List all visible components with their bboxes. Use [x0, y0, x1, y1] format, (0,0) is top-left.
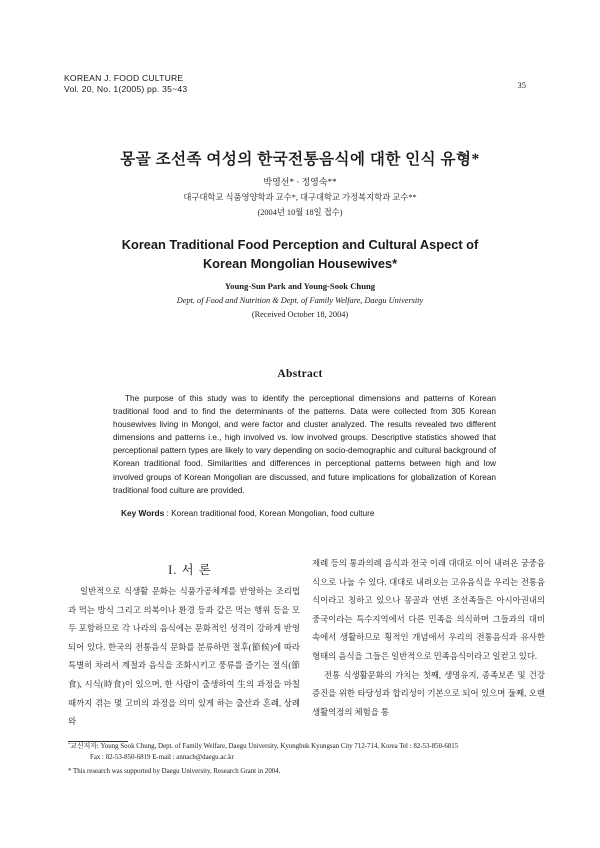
english-title-line1: Korean Traditional Food Perception and Cultural Aspect of [121, 237, 479, 252]
abstract-heading: Abstract [277, 368, 323, 380]
journal-header [64, 73, 187, 95]
section-title: I. 서 론 [168, 563, 212, 577]
footnote-corresponding: ˆ교신저자: Young Sook Chung, Dept. of Family Welfare, Daegu University, Kyungbuk Kyungsan City 712-714, Korea Tel : 82-53-850-6815 [68, 743, 459, 750]
korean-received-date: (2004년 10월 18일 접수) [257, 208, 343, 217]
keywords-list: : Korean traditional food, Korean Mongolian, food culture [164, 508, 375, 518]
body-column-right [312, 555, 545, 722]
english-authors: Young-Sun Park and Young-Sook Chung [224, 281, 376, 291]
korean-authors: 박영선* · 정영숙** [263, 177, 337, 187]
english-received-date: (Received October 18, 2004) [251, 310, 349, 319]
body-paragraph: 일반적으로 식생활 문화는 식품가공체계를 반영하는 조리법과 먹는 방식 그리고 의복이나 환경 등과 같은 먹는 행위 등을 모두 포함하므로 각 나라의 음식에는 문화적인 성격이 강하게 반영되어 있다. 한국의 전통음식 문화를 분류하면 절후(節候)에 따라 특별히 차려서 계절과 음식을 조화시키고 풍류를 즐기는 절식(節食), 시식(時食)이 있으며, 한 사람이 출생하여 生의 과정을 마칠 때까지 겪는 몇 고비의 과정을 의미 있게 하는 출산과 혼례, 상례와 [68, 587, 300, 727]
korean-affiliation: 대구대학교 식품영양학과 교수*, 대구대학교 가정복지학과 교수** [183, 193, 417, 202]
journal-volume: Vol. 20, No. 1(2005) pp. 35~43 [64, 84, 188, 94]
keywords-label: Key Words [121, 508, 165, 518]
english-affiliation: Dept. of Food and Nutrition & Dept. of Family Welfare, Daegu University [176, 296, 424, 305]
journal-name: KOREAN J. FOOD CULTURE [64, 73, 184, 83]
body-paragraph: 전통 식생활문화의 가치는 첫째, 생명유지, 종족보존 및 건강증진을 위한 타당성과 합리성이 기본으로 되어 있으며 둘째, 오랜 생활역정의 체험을 통 [312, 670, 545, 717]
page-number: 35 [517, 80, 526, 90]
abstract-text: The purpose of this study was to identify the perceptional dimensions and patterns of Korean traditional food and to find the determinants of the patterns. Data were collected from 305 Korean housewives living in Mongol, and were factor and cluster analyzed. The results revealed two different dimensions and patterns i.e., high involved vs. low involved groups. Descriptive statistics showed that perceptional pattern types are likely to vary depending on socio-demographic and cultural background of Korean traditional food. Similarities and differences in perceptional patterns between high and low involved groups of Korean Mongolian are discussed, and future implications for globalization of Korean traditional food culture are provided. [113, 394, 496, 495]
footnote-funding: * This research was supported by Daegu University, Research Grant in 2004. [68, 768, 281, 775]
body-paragraph: 제례 등의 통과의례 음식과 전국 이래 대대로 이어 내려온 궁중음식으로 나눌 수 있다. 대대로 내려오는 고유음식을 우리는 전통음식이라고 칭하고 있으나 몽골과 연변 조선족들은 아시아권내의 중국이라는 특수지역에서 다른 민족을 의식하며 그들과의 대비 속에서 생활하므로 횡적인 개념에서 우리의 전통음식과 유사한 형태의 음식을 그들은 일반적으로 민족음식이라고 일컫고 있다. [312, 559, 545, 661]
body-column-left [68, 583, 300, 732]
english-title [0, 235, 600, 273]
korean-title: 몽골 조선족 여성의 한국전통음식에 대한 인식 유형* [120, 151, 480, 168]
english-title-line2: Korean Mongolian Housewives* [202, 256, 398, 271]
footnote-contact: Fax : 82-53-850-6819 E-mail : annach@daegu.ac.kr [90, 754, 234, 761]
keywords [121, 508, 501, 518]
